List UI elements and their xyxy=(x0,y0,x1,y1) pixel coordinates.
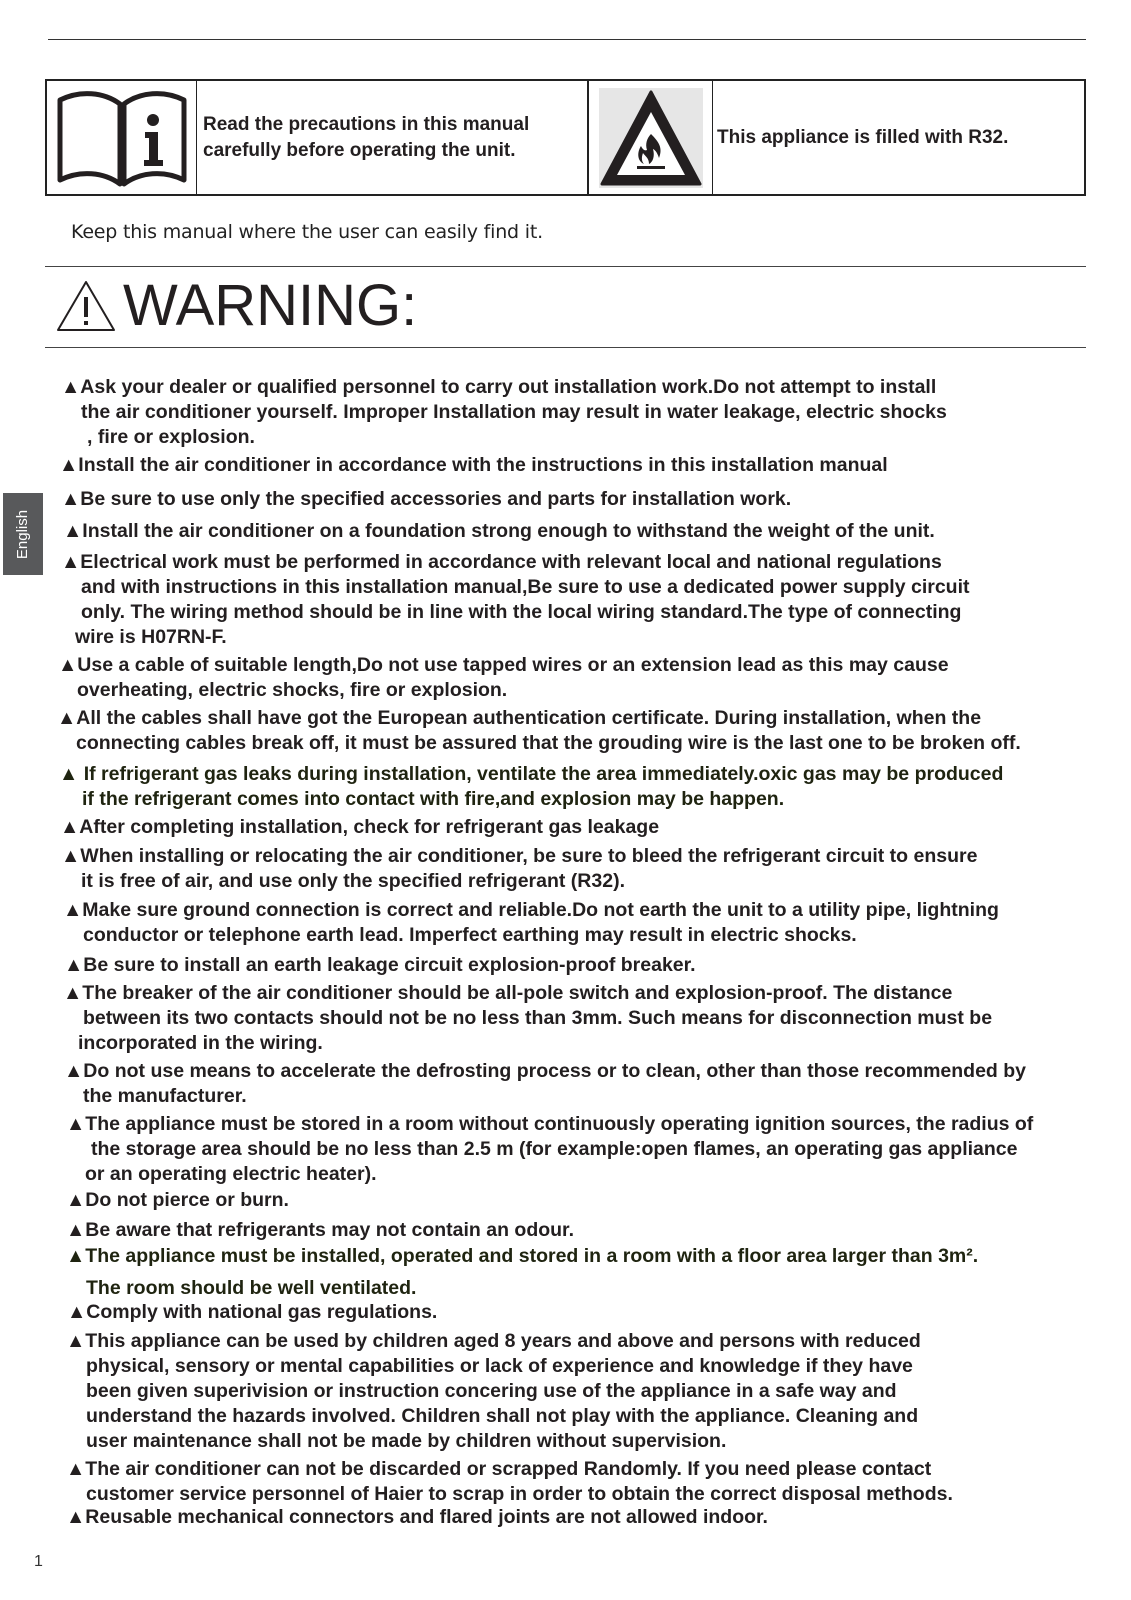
warning-item-14: ▲Do not use means to accelerate the defrosting process or to clean, other than those recommended by the manufacturer. xyxy=(64,1060,1027,1107)
warning-item-22: ▲Reusable mechanical connectors and flared joints are not allowed indoor. xyxy=(66,1506,768,1528)
warning-item-19: ▲Comply with national gas regulations. xyxy=(67,1301,438,1323)
warning-item-10: ▲When installing or relocating the air conditioner, be sure to bleed the refrigerant circuit to ensure it is free of air, and use only the specified refrigerant (R32). xyxy=(61,845,978,892)
warning-item-15: ▲The appliance must be stored in a room without continuously operating ignition sources, the radius of the storage area should be no less than 2.5 m (for example:open flames, an operating gas appliance or an operating electric heater). xyxy=(66,1113,1034,1185)
warning-item-17: ▲Be aware that refrigerants may not contain an odour. xyxy=(66,1219,574,1241)
warning-item-7: ▲All the cables shall have got the European authentication certificate. During installation, when the connecting cables break off, it must be assured that the grouding wire is the last one to be broken off. xyxy=(57,707,1021,754)
warning-item-13: ▲The breaker of the air conditioner should be all-pole switch and explosion-proof. The distance between its two contacts should not be no less than 3mm. Such means for disconnection must be incorporated in the wiring. xyxy=(63,982,993,1054)
warning-heading xyxy=(55,274,417,338)
warning-item-9: ▲After completing installation, check for refrigerant gas leakage xyxy=(60,816,660,838)
refrigerant-notice-cell xyxy=(713,81,1084,194)
refrigerant-notice: This appliance is filled with R32. xyxy=(717,126,1009,148)
read-precautions-line-2: carefully before operating the unit. xyxy=(203,139,516,161)
warning-item-5: ▲Electrical work must be performed in accordance with relevant local and national regulations and with instructions in this installation manual,Be sure to use a dedicated power supply circuit only. The wiring method should be in line with the local wiring standard.The type of connecting wire is H07RN-F. xyxy=(61,551,970,648)
warning-item-11: ▲Make sure ground connection is correct and reliable.Do not earth the unit to a utility pipe, lightning conductor or telephone earth lead. Imperfect earthing may result in electric shocks. xyxy=(63,899,999,946)
manual-icon-cell xyxy=(47,81,197,194)
warning-item-2: ▲Install the air conditioner in accordance with the instructions in this installation manual xyxy=(59,454,888,476)
warning-triangle-icon xyxy=(55,279,117,333)
warning-item-12: ▲Be sure to install an earth leakage circuit explosion-proof breaker. xyxy=(64,954,696,976)
warning-bottom-rule xyxy=(45,347,1086,348)
warning-title: WARNING: xyxy=(123,273,418,338)
read-precautions-cell xyxy=(197,81,589,194)
warning-item-16: ▲Do not pierce or burn. xyxy=(66,1189,289,1211)
warning-item-3: ▲Be sure to use only the specified accessories and parts for installation work. xyxy=(61,488,792,510)
keep-manual-note: Keep this manual where the user can easily find it. xyxy=(71,221,543,243)
language-tab-label: English xyxy=(14,509,32,559)
top-rule xyxy=(48,39,1086,40)
header-table xyxy=(45,79,1086,196)
page-number: 1 xyxy=(34,1553,43,1570)
warning-item-6: ▲Use a cable of suitable length,Do not use tapped wires or an extension lead as this may cause overheating, electric shocks, fire or explosion. xyxy=(58,654,949,701)
flammable-warning-icon xyxy=(597,86,705,190)
warning-item-4: ▲Install the air conditioner on a foundation strong enough to withstand the weight of the unit. xyxy=(63,520,935,542)
read-precautions-line-1: Read the precautions in this manual xyxy=(203,113,530,135)
warning-item-20: ▲This appliance can be used by children aged 8 years and above and persons with reduced physical, sensory or mental capabilities or lack of experience and knowledge if they have been given superivision or instruction concering use of the appliance in a safe way and understand the hazards involved. Children shall not play with the appliance. Cleaning and user maintenance shall not be made by children without supervision. xyxy=(66,1330,921,1452)
warning-item-8: ▲ If refrigerant gas leaks during installation, ventilate the area immediately.oxic gas may be produced if the refrigerant comes into contact with fire,and explosion may be happen. xyxy=(59,763,1004,810)
warning-item-1: ▲Ask your dealer or qualified personnel to carry out installation work.Do not attempt to install the air conditioner yourself. Improper Installation may result in water leakage, electric shocks , fire or explosion. xyxy=(61,376,947,448)
warning-item-21: ▲The air conditioner can not be discarded or scrapped Randomly. If you need please contact customer service personnel of Haier to scrap in order to obtain the correct disposal methods. xyxy=(66,1458,953,1505)
warning-item-18: ▲The appliance must be installed, operated and stored in a room with a floor area larger than 3m². The room should be well ventilated. xyxy=(66,1245,979,1299)
manual-info-icon xyxy=(54,86,190,190)
flammable-icon-cell xyxy=(589,81,713,194)
language-tab xyxy=(3,493,43,575)
warning-top-rule xyxy=(45,266,1086,267)
